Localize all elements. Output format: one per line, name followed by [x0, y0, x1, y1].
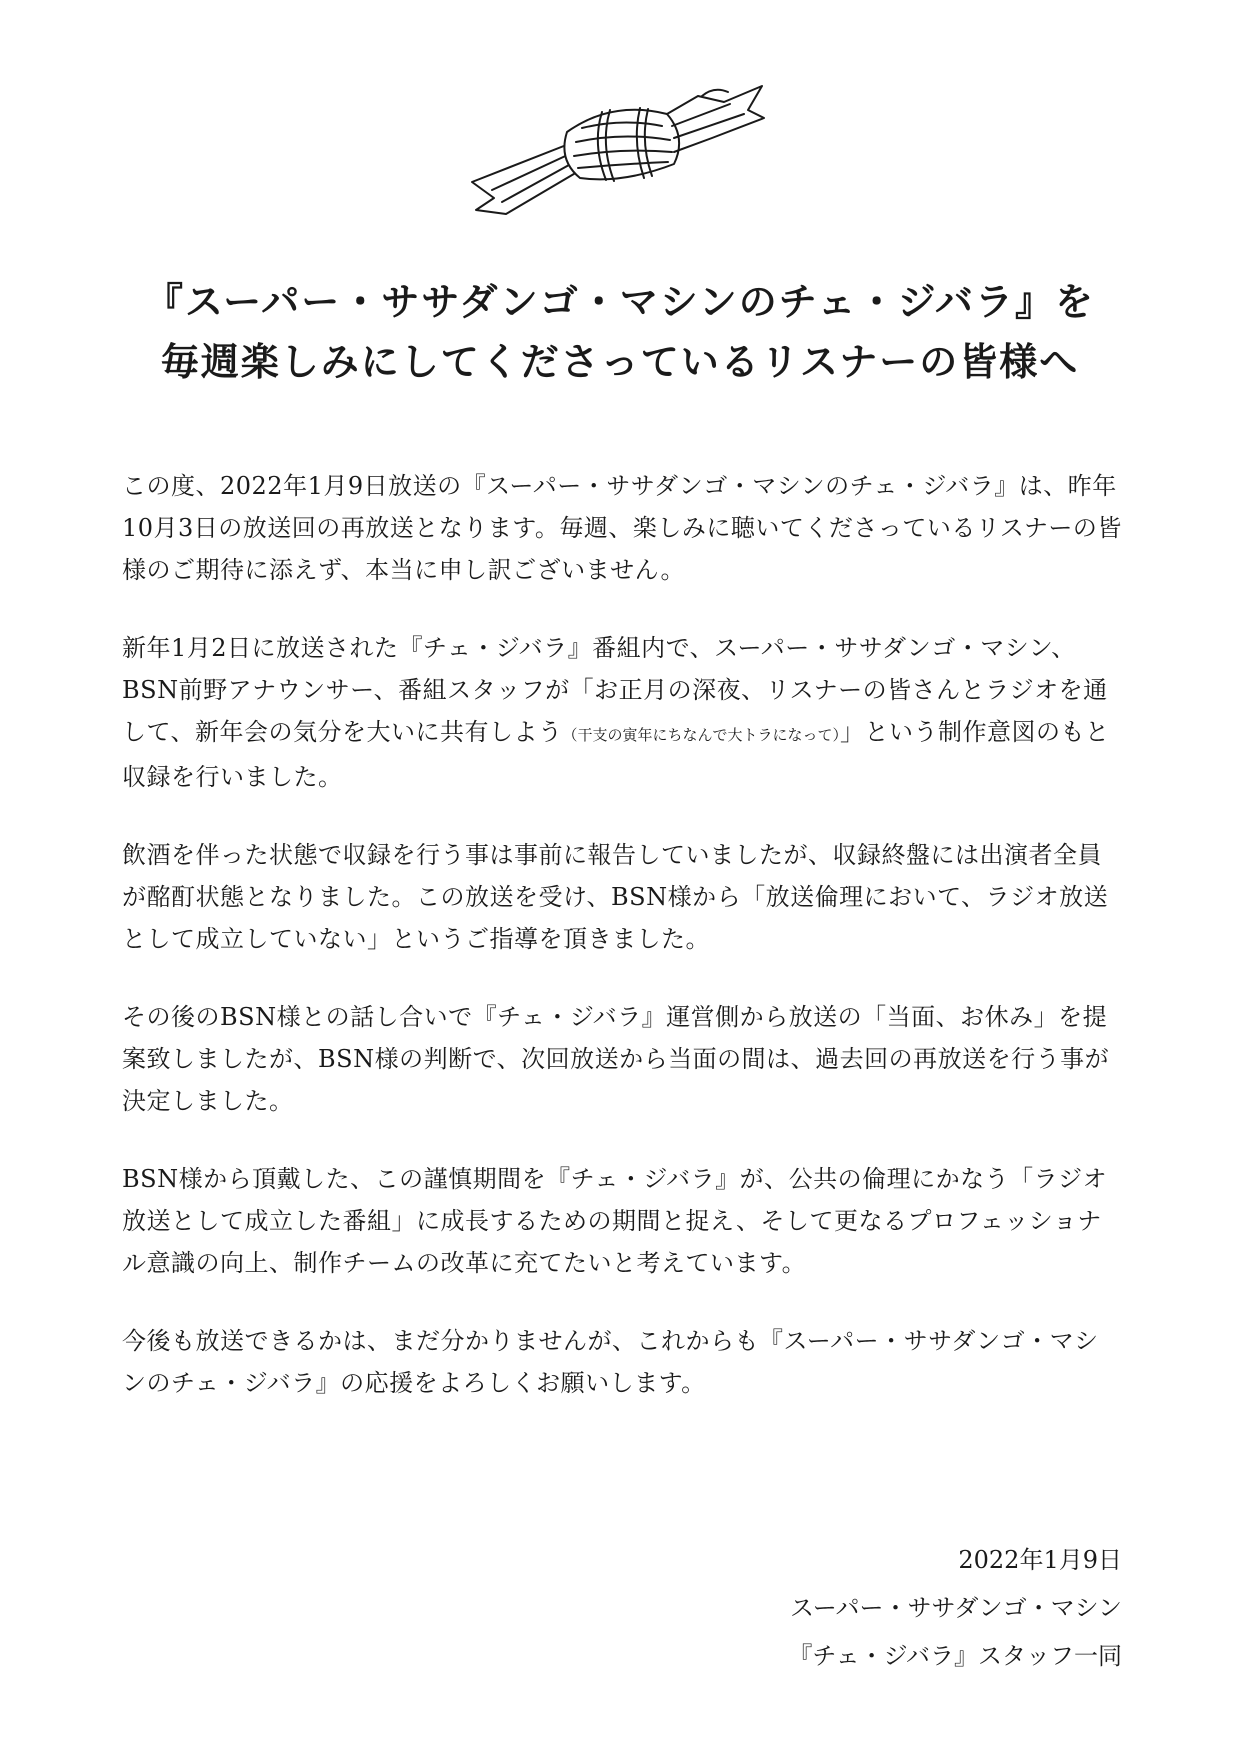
- paragraph-4: その後のBSN様との話し合いで『チェ・ジバラ』運営側から放送の「当面、お休み」を提案致しましたが、BSN様の判断で、次回放送から当面の間は、過去回の再放送を行う事が決定しました。: [122, 1003, 1110, 1115]
- signature-date: 2022年1月9日: [958, 1546, 1122, 1574]
- paragraph-2-note: （干支の寅年にちなんで大トラになって）: [562, 726, 841, 744]
- signature-name: スーパー・ササダンゴ・マシン: [789, 1594, 1122, 1622]
- paragraph-5: BSN様から頂戴した、この謹慎期間を『チェ・ジバラ』が、公共の倫理にかなう「ラジオ放送として成立した番組」に成長するための期間と捉え、そして更なるプロフェッショナル意識の向上、制作チームの改革に充てたいと考えています。: [122, 1165, 1108, 1277]
- paragraph-2-text-b: 」という制作意図のもと収録を行いました。: [122, 718, 1110, 791]
- paragraph-2: [122, 627, 1122, 798]
- page-title-line-2: 毎週楽しみにしてくださっているリスナーの皆様へ: [160, 339, 1080, 384]
- page-title-line-1: 『スーパー・ササダンゴ・マシンのチェ・ジバラ』を: [145, 279, 1095, 324]
- sasadango-logo-illustration: [462, 82, 772, 232]
- letter-body: [122, 465, 1122, 1440]
- paragraph-1: この度、2022年1月9日放送の『スーパー・ササダンゴ・マシンのチェ・ジバラ』は、昨年10月3日の放送回の再放送となります。毎週、楽しみに聴いてくださっているリスナーの皆様のご期待に添えず、本当に申し訳ございません。: [122, 472, 1122, 584]
- signature-block: [788, 1536, 1122, 1680]
- paragraph-6: 今後も放送できるかは、まだ分かりませんが、これからも『スーパー・ササダンゴ・マシンのチェ・ジバラ』の応援をよろしくお願いします。: [122, 1327, 1099, 1397]
- signature-staff: 『チェ・ジバラ』スタッフ一同: [788, 1642, 1122, 1670]
- paragraph-2-text-a: 新年1月2日に放送された『チェ・ジバラ』番組内で、スーパー・ササダンゴ・マシン、BSN前野アナウンサー、番組スタッフが「お正月の深夜、リスナーの皆さんとラジオを通して、新年会の気分を大いに共有しよう: [122, 634, 1108, 746]
- paragraph-3: 飲酒を伴った状態で収録を行う事は事前に報告していましたが、収録終盤には出演者全員が酩酊状態となりました。この放送を受け、BSN様から「放送倫理において、ラジオ放送として成立していない」というご指導を頂きました。: [122, 841, 1109, 953]
